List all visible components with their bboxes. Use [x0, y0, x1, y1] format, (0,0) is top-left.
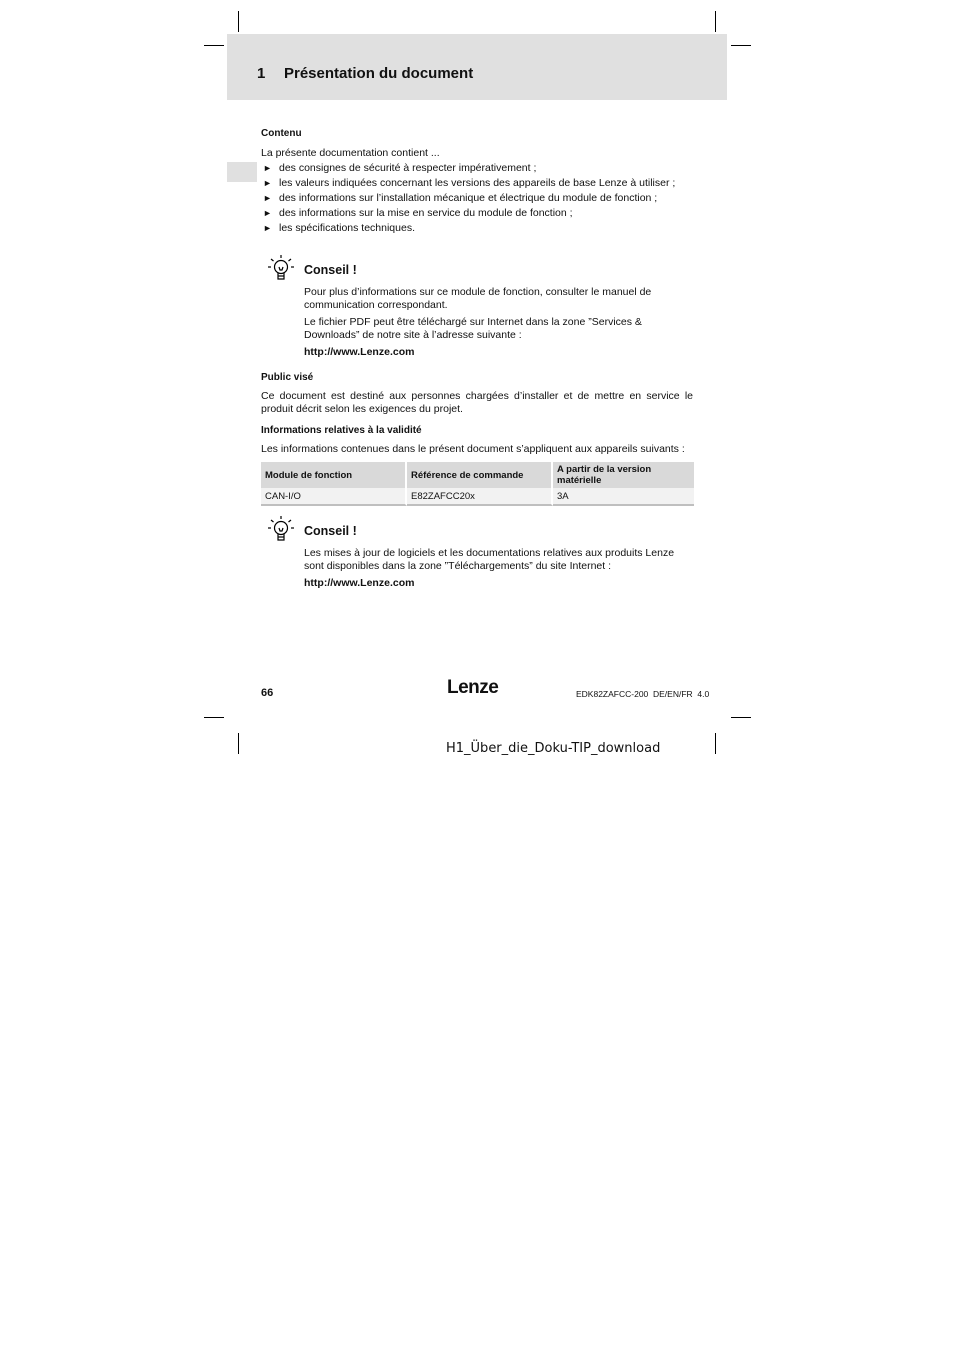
validity-heading: Informations relatives à la validité [261, 425, 422, 436]
lightbulb-tip-icon [266, 253, 296, 285]
side-tab-marker [227, 162, 257, 182]
list-item-text: des informations sur l’installation mécanique et électrique du module de fonction ; [279, 192, 658, 204]
table-header-cell: Module de fonction [261, 462, 407, 488]
website-link[interactable]: http://www.Lenze.com [304, 577, 415, 589]
list-item-text: les valeurs indiquées concernant les versions des appareils de base Lenze à utiliser ; [279, 177, 676, 189]
contenu-intro: La présente documentation contient ... [261, 147, 440, 159]
bullet-arrow-icon: ► [263, 178, 272, 188]
list-item-text: des informations sur la mise en service du module de fonction ; [279, 207, 573, 219]
file-label: H1_Über_die_Doku-TIP_download [446, 741, 661, 756]
crop-mark [731, 45, 751, 46]
list-item-text: les spécifications techniques. [279, 222, 415, 234]
document-reference: EDK82ZAFCC-200 DE/EN/FR 4.0 [576, 689, 710, 699]
table-header-cell: Référence de commande [407, 462, 553, 488]
table-header-cell: A partir de la version matérielle [553, 462, 694, 488]
tip-paragraph: Le fichier PDF peut être téléchargé sur Internet dans la zone ”Services & Downloads” de notre site à l’adresse suivante : [304, 316, 642, 341]
validity-text: Les informations contenues dans le présent document s’appliquent aux appareils suivants : [261, 443, 685, 455]
list-item-text: des consignes de sécurité à respecter impérativement ; [279, 162, 537, 174]
bullet-arrow-icon: ► [263, 163, 272, 173]
list-item [261, 191, 693, 206]
list-item [261, 206, 693, 221]
table-header-row [261, 462, 694, 488]
crop-mark [204, 45, 224, 46]
list-item [261, 176, 693, 191]
table-cell: E82ZAFCC20x [407, 488, 553, 506]
tip-title: Conseil ! [304, 263, 357, 277]
chapter-number: 1 [257, 65, 266, 82]
list-item [261, 161, 693, 176]
table-cell: CAN-I/O [261, 488, 407, 506]
crop-mark [238, 733, 239, 754]
public-text: Ce document est destiné aux personnes chargées d’installer et de mettre en service le produit décrit selon les exigences du projet. [261, 390, 693, 415]
tip-title: Conseil ! [304, 524, 357, 538]
crop-mark [715, 11, 716, 32]
tip-paragraph: Les mises à jour de logiciels et les documentations relatives aux produits Lenze sont disponibles dans la zone ”Téléchargements” du site Internet : [304, 547, 675, 572]
contenu-heading: Contenu [261, 128, 302, 139]
chapter-title: Présentation du document [284, 65, 474, 82]
bullet-arrow-icon: ► [263, 223, 272, 233]
table-cell: 3A [553, 488, 694, 506]
bullet-arrow-icon: ► [263, 208, 272, 218]
validity-table [261, 462, 694, 506]
website-link[interactable]: http://www.Lenze.com [304, 346, 415, 358]
contenu-list [261, 161, 693, 236]
lightbulb-tip-icon [266, 514, 296, 546]
contenu-section [261, 146, 693, 236]
crop-mark [204, 717, 224, 718]
page-number: 66 [261, 687, 274, 699]
table-row [261, 488, 694, 506]
public-heading: Public visé [261, 372, 314, 383]
lenze-logo: Lenze [447, 677, 499, 698]
crop-mark [715, 733, 716, 754]
crop-mark [731, 717, 751, 718]
crop-mark [238, 11, 239, 32]
tip-paragraph: Pour plus d’informations sur ce module de fonction, consulter le manuel de communication correspondant. [304, 286, 652, 311]
bullet-arrow-icon: ► [263, 193, 272, 203]
list-item [261, 221, 693, 236]
